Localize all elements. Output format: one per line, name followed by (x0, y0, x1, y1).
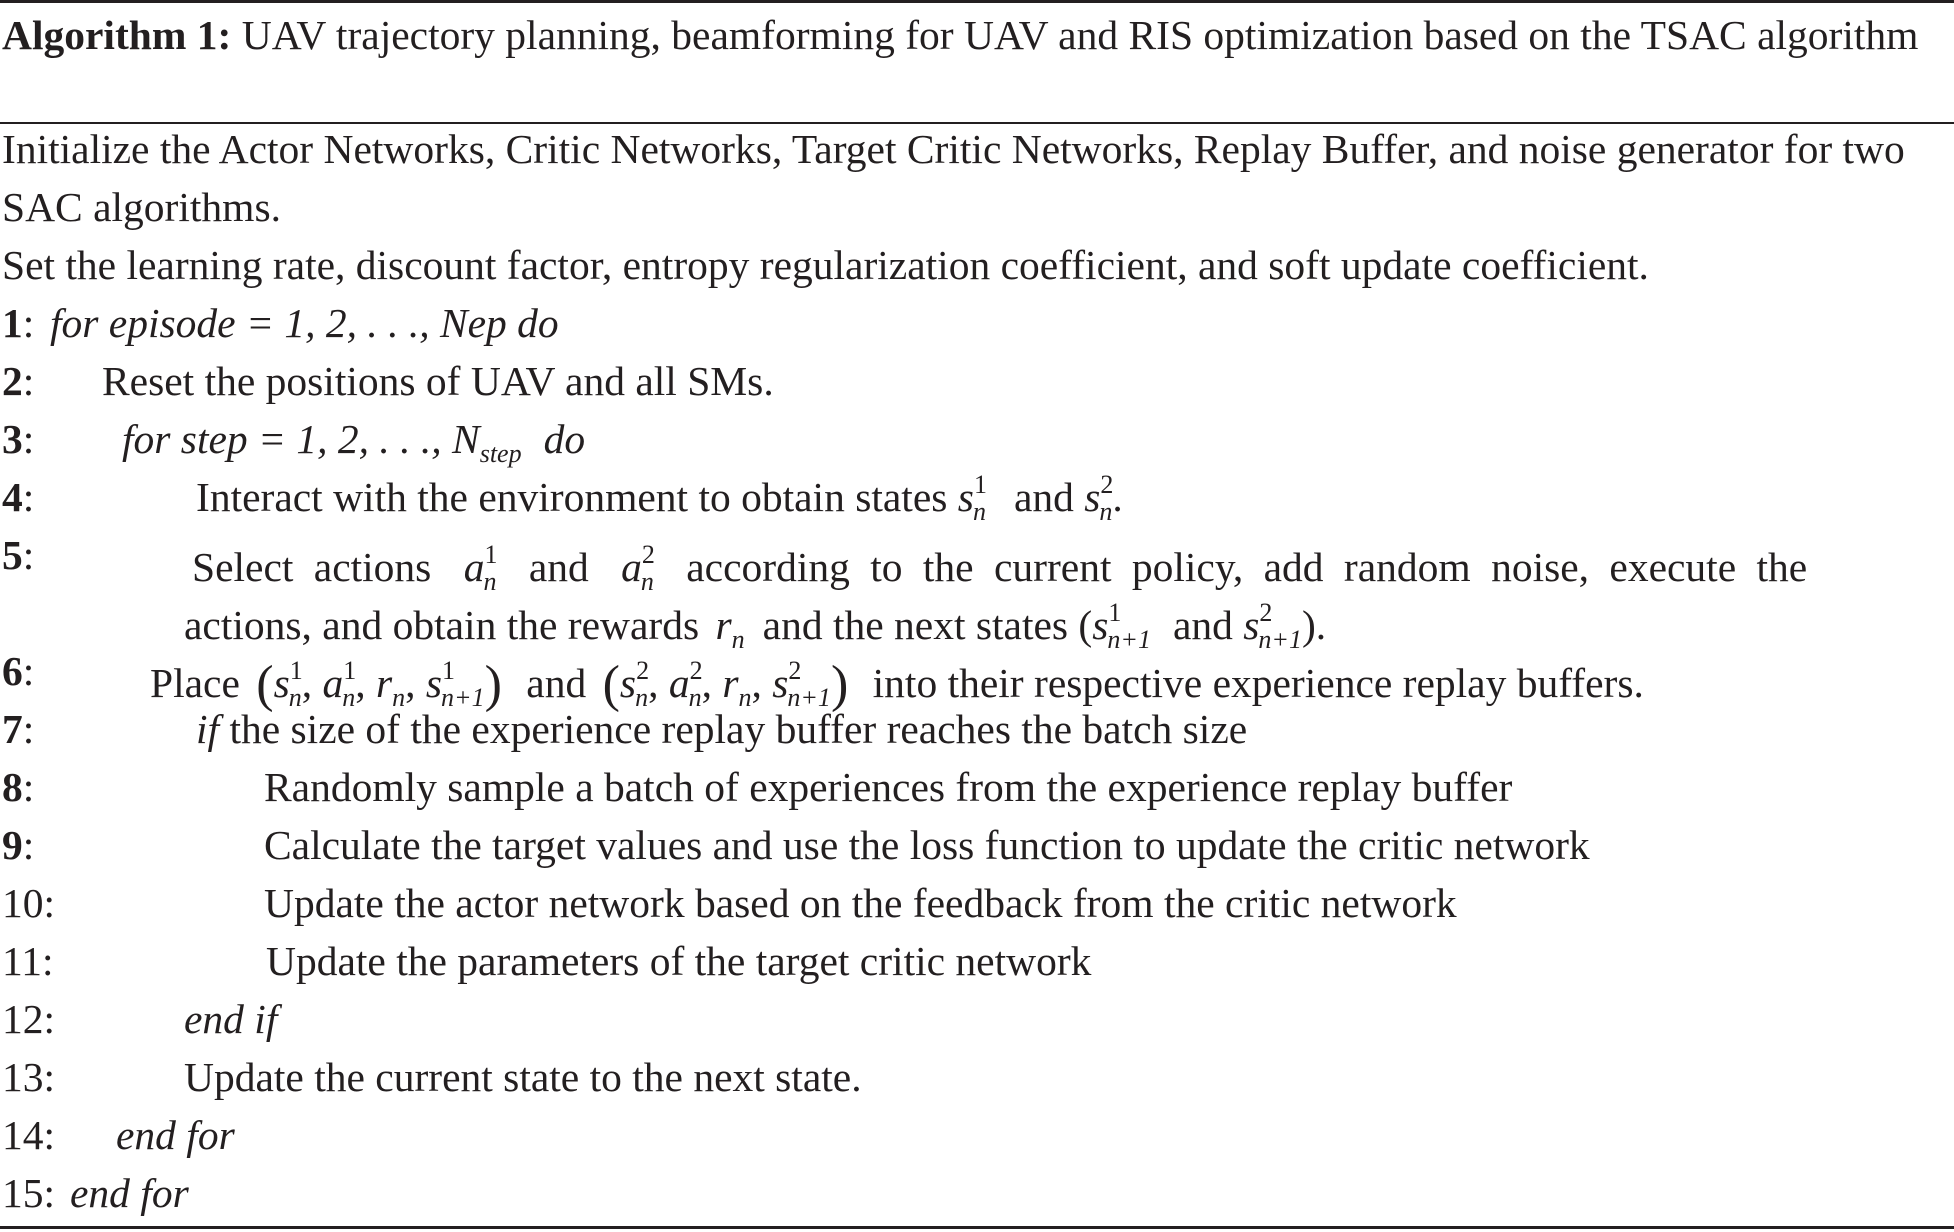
and-word: and (526, 660, 587, 707)
line-text: the size of the experience replay buffer reaches the batch size (229, 706, 1248, 752)
and-word: and (528, 544, 589, 591)
line-text: end for (116, 1112, 235, 1158)
line-number: 1 (2, 300, 23, 346)
line-text: for episode = 1, 2, . . ., Nep do (50, 300, 559, 346)
bottom-rule (0, 1226, 1954, 1229)
line-text-cont: into their respective experience replay buffers. (872, 660, 1644, 707)
line-number: 7 (2, 706, 23, 752)
line-text: actions, and obtain the rewards (184, 602, 700, 649)
line-text: Interact with the environment to obtain states (196, 474, 958, 520)
math-s-n-2: $s^2_n$ (1084, 469, 1114, 527)
step-subscript: step (479, 439, 522, 469)
math-s-n-1: $s^1_n$ (957, 469, 987, 527)
line-text: end for (70, 1170, 189, 1216)
algo-line-5: 5: Select actions $a^1_n$ and $a^2_n$ according to the current policy, add random noise, execute the (2, 532, 1808, 597)
line-text-cont: and the next states ( (762, 602, 1093, 649)
line-text-cont: according to the current policy, add random noise, execute the (686, 544, 1808, 591)
math-tuple-1: ($s^1_n$, $a^1_n$, $r_n$, $s^1_{n+1}$) (256, 656, 502, 714)
math-s-n1-2: $s^2_{n+1}$ (1243, 598, 1302, 655)
line-text: Randomly sample a batch of experiences from the experience replay buffer (264, 764, 1513, 810)
line-text: Place (150, 660, 240, 707)
and-word: and (1013, 474, 1074, 520)
algorithm-header (2, 6, 1947, 64)
math-r-n: $r_n$ (715, 602, 745, 655)
line-number: 12 (2, 996, 44, 1042)
math-a-n-2: $a^2_n$ (621, 540, 655, 597)
line-text: Update the parameters of the target critic network (266, 938, 1092, 984)
line-number: 13 (2, 1054, 44, 1100)
line-number: 10 (2, 880, 44, 926)
line-number: 3 (2, 416, 23, 462)
line-number: 11 (2, 938, 42, 984)
line-number: 14 (2, 1112, 44, 1158)
math-a-n-1: $a^1_n$ (463, 540, 498, 597)
line-number: 5 (2, 532, 23, 578)
math-s-n1-1: $s^1_{n+1}$ (1092, 598, 1151, 655)
line-number: 4 (2, 474, 23, 520)
math-tuple-2: ($s^2_n$, $a^2_n$, $r_n$, $s^2_{n+1}$) (602, 656, 849, 714)
if-keyword: if (196, 706, 220, 752)
init-paragraph-1: Initialize the Actor Networks, Critic Networks, Target Critic Networks, Replay Buffer, and noise generator for two SAC algorithms. (2, 126, 1905, 230)
algorithm-title: UAV trajectory planning, beamforming for UAV and RIS optimization based on the TSAC algorithm (241, 12, 1919, 58)
line-text: Reset the positions of UAV and all SMs. (102, 358, 774, 404)
line-text: end if (184, 996, 278, 1042)
line-number: 9 (2, 822, 23, 868)
line-number: 2 (2, 358, 23, 404)
init-paragraph-2: Set the learning rate, discount factor, entropy regularization coefficient, and soft update coefficient. (2, 242, 1649, 288)
line-text: Update the current state to the next state. (184, 1054, 862, 1100)
for-step-text: for step = 1, 2, . . ., N (122, 416, 480, 462)
line-text: Update the actor network based on the feedback from the critic network (264, 880, 1457, 926)
line-text: Select actions (192, 544, 432, 591)
line-number: 8 (2, 764, 23, 810)
line-text: Calculate the target values and use the loss function to update the critic network (264, 822, 1590, 868)
line-number: 6 (2, 648, 23, 694)
line-number: 15 (2, 1170, 44, 1216)
top-rule (0, 0, 1954, 3)
and-word: and (1172, 602, 1233, 649)
algorithm-label: Algorithm 1: (2, 12, 232, 58)
do-keyword: do (543, 416, 586, 462)
